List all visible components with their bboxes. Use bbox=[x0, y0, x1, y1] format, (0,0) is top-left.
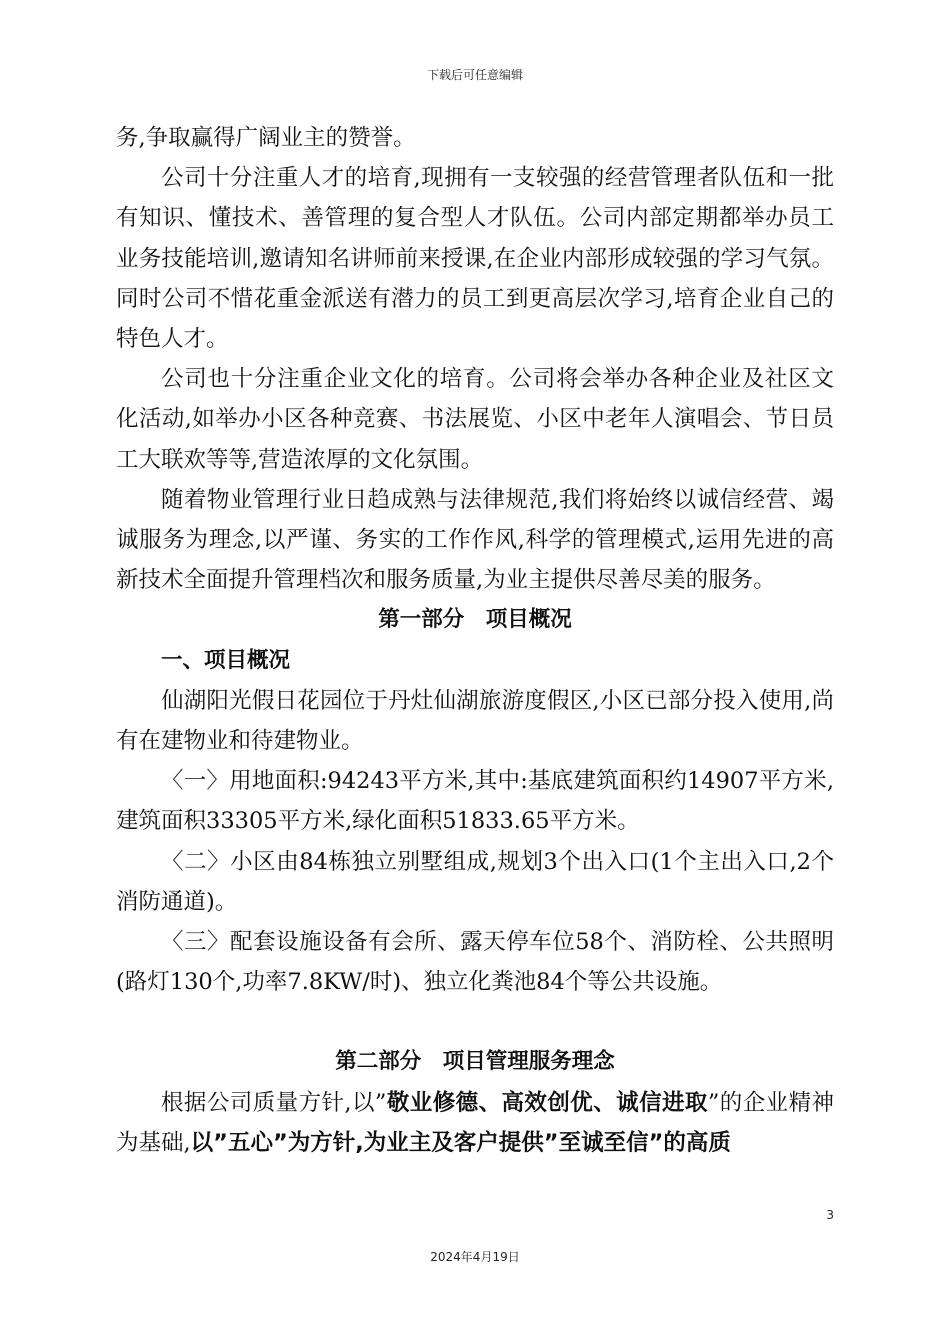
footer-date: 2024年4月19日 bbox=[430, 1250, 520, 1264]
paragraph-quality-policy bbox=[116, 1083, 834, 1163]
quality-policy-text-start: 根据公司质量方针,以” bbox=[161, 1089, 387, 1116]
section-one-heading: 一、项目概况 bbox=[161, 647, 291, 673]
page-number: 3 bbox=[826, 1208, 834, 1222]
page-header: 下载后可任意编辑 bbox=[426, 68, 523, 82]
part-one-heading: 第一部分 项目概况 bbox=[378, 607, 572, 633]
quality-policy-principle: 以”五心”为方针,为业主及客户提供”至诚至信”的高质 bbox=[190, 1129, 731, 1156]
paragraph-facilities: 〈三〉配套设施设备有会所、露天停车位58个、消防栓、公共照明(路灯130个,功率7.8KW/时)、独立化粪池84个等公共设施。 bbox=[116, 929, 834, 996]
paragraph-commitment: 随着物业管理行业日趋成熟与法律规范,我们将始终以诚信经营、竭诚服务为理念,以严谨、务实的工作作风,科学的管理模式,运用先进的高新技术全面提升管理档次和服务质量,为业主提供尽善尽美的服务。 bbox=[116, 486, 834, 594]
paragraph-villas: 〈二〉小区由84栋独立别墅组成,规划3个出入口(1个主出入口,2个消防通道)。 bbox=[116, 848, 834, 915]
paragraph-culture: 公司也十分注重企业文化的培育。公司将会举办各种企业及社区文化活动,如举办小区各种竞赛、书法展览、小区中老年人演唱会、节日员工大联欢等等,营造浓厚的文化氛围。 bbox=[116, 366, 834, 473]
part-two-heading: 第二部分 项目管理服务理念 bbox=[335, 1049, 615, 1075]
quality-policy-text-mid: ”的企业精神为基础, bbox=[116, 1089, 834, 1156]
section-spacer bbox=[116, 1002, 834, 1042]
quality-policy-spirit: 敬业修德、高效创优、诚信进取 bbox=[386, 1089, 708, 1116]
paragraph-project-location: 仙湖阳光假日花园位于丹灶仙湖旅游度假区,小区已部分投入使用,尚有在建物业和待建物业。 bbox=[116, 687, 834, 755]
paragraph-continuation: 务,争取赢得广阔业主的赞誉。 bbox=[116, 125, 416, 151]
paragraph-talent: 公司十分注重人才的培育,现拥有一支较强的经营管理者队伍和一批有知识、懂技术、善管理的复合型人才队伍。公司内部定期都举办员工业务技能培训,邀请知名讲师前来授课,在企业内部形成较强的学习气氛。同时公司不惜花重金派送有潜力的员工到更高层次学习,培育企业自己的特色人才。 bbox=[116, 165, 834, 353]
paragraph-land-area: 〈一〉用地面积:94243平方米,其中:基底建筑面积约14907平方米,建筑面积33305平方米,绿化面积51833.65平方米。 bbox=[116, 768, 834, 835]
document-body bbox=[116, 118, 834, 1163]
